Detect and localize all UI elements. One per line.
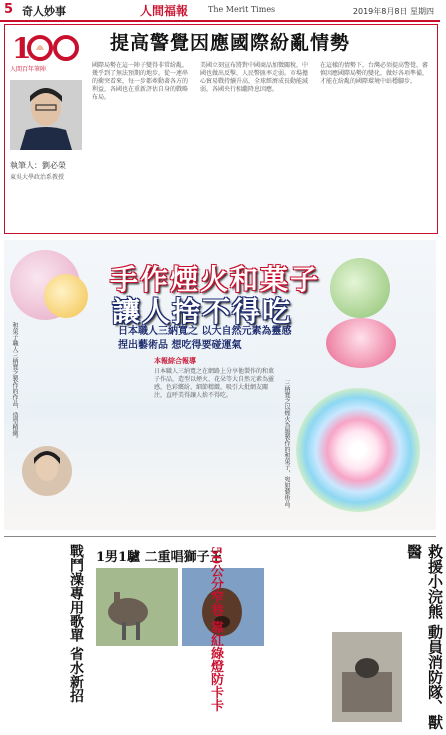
photo-caption-right: 三納寬之以煙火為題製作的和菓子，宛如藝術品。 (283, 380, 290, 512)
author-photo (10, 80, 82, 150)
story-title-donkey-duet: 1男1驢 二重唱獅子王 (96, 550, 223, 565)
centennial-badge-icon (10, 30, 82, 64)
feature-title-line2: 讓人捨不得吃 (112, 295, 293, 328)
article-body-column-2: 美國立刻宣布將對中國商品加徵關稅，中國也做出反擊，人民幣匯率走弱。市場擔心貿易戰持續升高，全球經濟成長動能減弱，各國央行相繼降息因應。 (200, 62, 309, 93)
wagashi-firework (296, 388, 420, 512)
feature-subtitle-line2: 捏出藝術品 想吃得要碰運氣 (118, 340, 242, 351)
wagashi-green (330, 258, 390, 318)
author-name: 執筆人：劉必榮 (10, 161, 66, 170)
issue-date: 2019年8月8日 星期四 (352, 7, 434, 16)
section-name: 奇人妙事 (22, 5, 66, 18)
newspaper-logo: 人間福報 (140, 4, 189, 18)
raccoon-photo (332, 632, 402, 722)
story-title-narrow-alley: 50公分窄巷 靠紅綠燈防卡卡 (208, 546, 223, 712)
wagashi-yellow (44, 274, 88, 318)
article-body-column-1: 國際局勢在這一陣子變得非常紛亂，幾乎到了無法預期的地步。從一連串的衝突看來，每一步都牽動著各方的利益，各國也在重新評估自身的戰略布局。 (92, 62, 189, 101)
feature-byline: 本報綜合報導 (154, 357, 196, 365)
story-title-raccoon-rescue: 救援小浣熊 動員消防隊、獸醫 (405, 544, 444, 730)
photo-caption-left: 和菓子職人三納寬之製作的作品，造型精緻。 (11, 322, 18, 442)
story-body-narrow-alley (236, 548, 306, 728)
article-body-column-3: 在這樣的情勢下，台灣必須提高警覺，審慎因應國際局勢的變化，做好各項準備，才能在紛亂的國際環境中站穩腳步。 (320, 62, 429, 85)
page-number: 5 (4, 2, 14, 17)
story-title-shower-playlist: 戰鬥澡專用歌單 省水新招 (68, 544, 84, 703)
bottom-divider (4, 536, 436, 537)
feature-body: 日本職人三納寬之在網路上分享他製作的和菓子作品，造型以煙火、花朵等大自然元素為靈感，色彩繽紛、細節精緻，吸引大批網友關注，直呼美得讓人捨不得吃。 (154, 368, 275, 399)
article-headline: 提高警覺因應國際紛亂情勢 (110, 32, 351, 54)
badge-caption: 人間百年筆陣 (10, 66, 47, 73)
story-body-raccoon-rescue (314, 544, 400, 628)
story-body-donkey-duet (96, 652, 216, 730)
newspaper-logo-en: The Merit Times (208, 5, 276, 14)
feature-subtitle-line1: 日本職人三納寬之 以大自然元素為靈感 (118, 326, 292, 337)
svg-text:1: 1 (12, 32, 32, 65)
story-body-shower-playlist (8, 544, 62, 730)
donkey-photo (96, 568, 178, 646)
feature-title-line1: 手作煙火和菓子 (110, 263, 321, 296)
wagashi-rose (326, 318, 396, 368)
artisan-photo (22, 446, 72, 496)
author-title: 東吳大學政治系教授 (10, 174, 65, 181)
